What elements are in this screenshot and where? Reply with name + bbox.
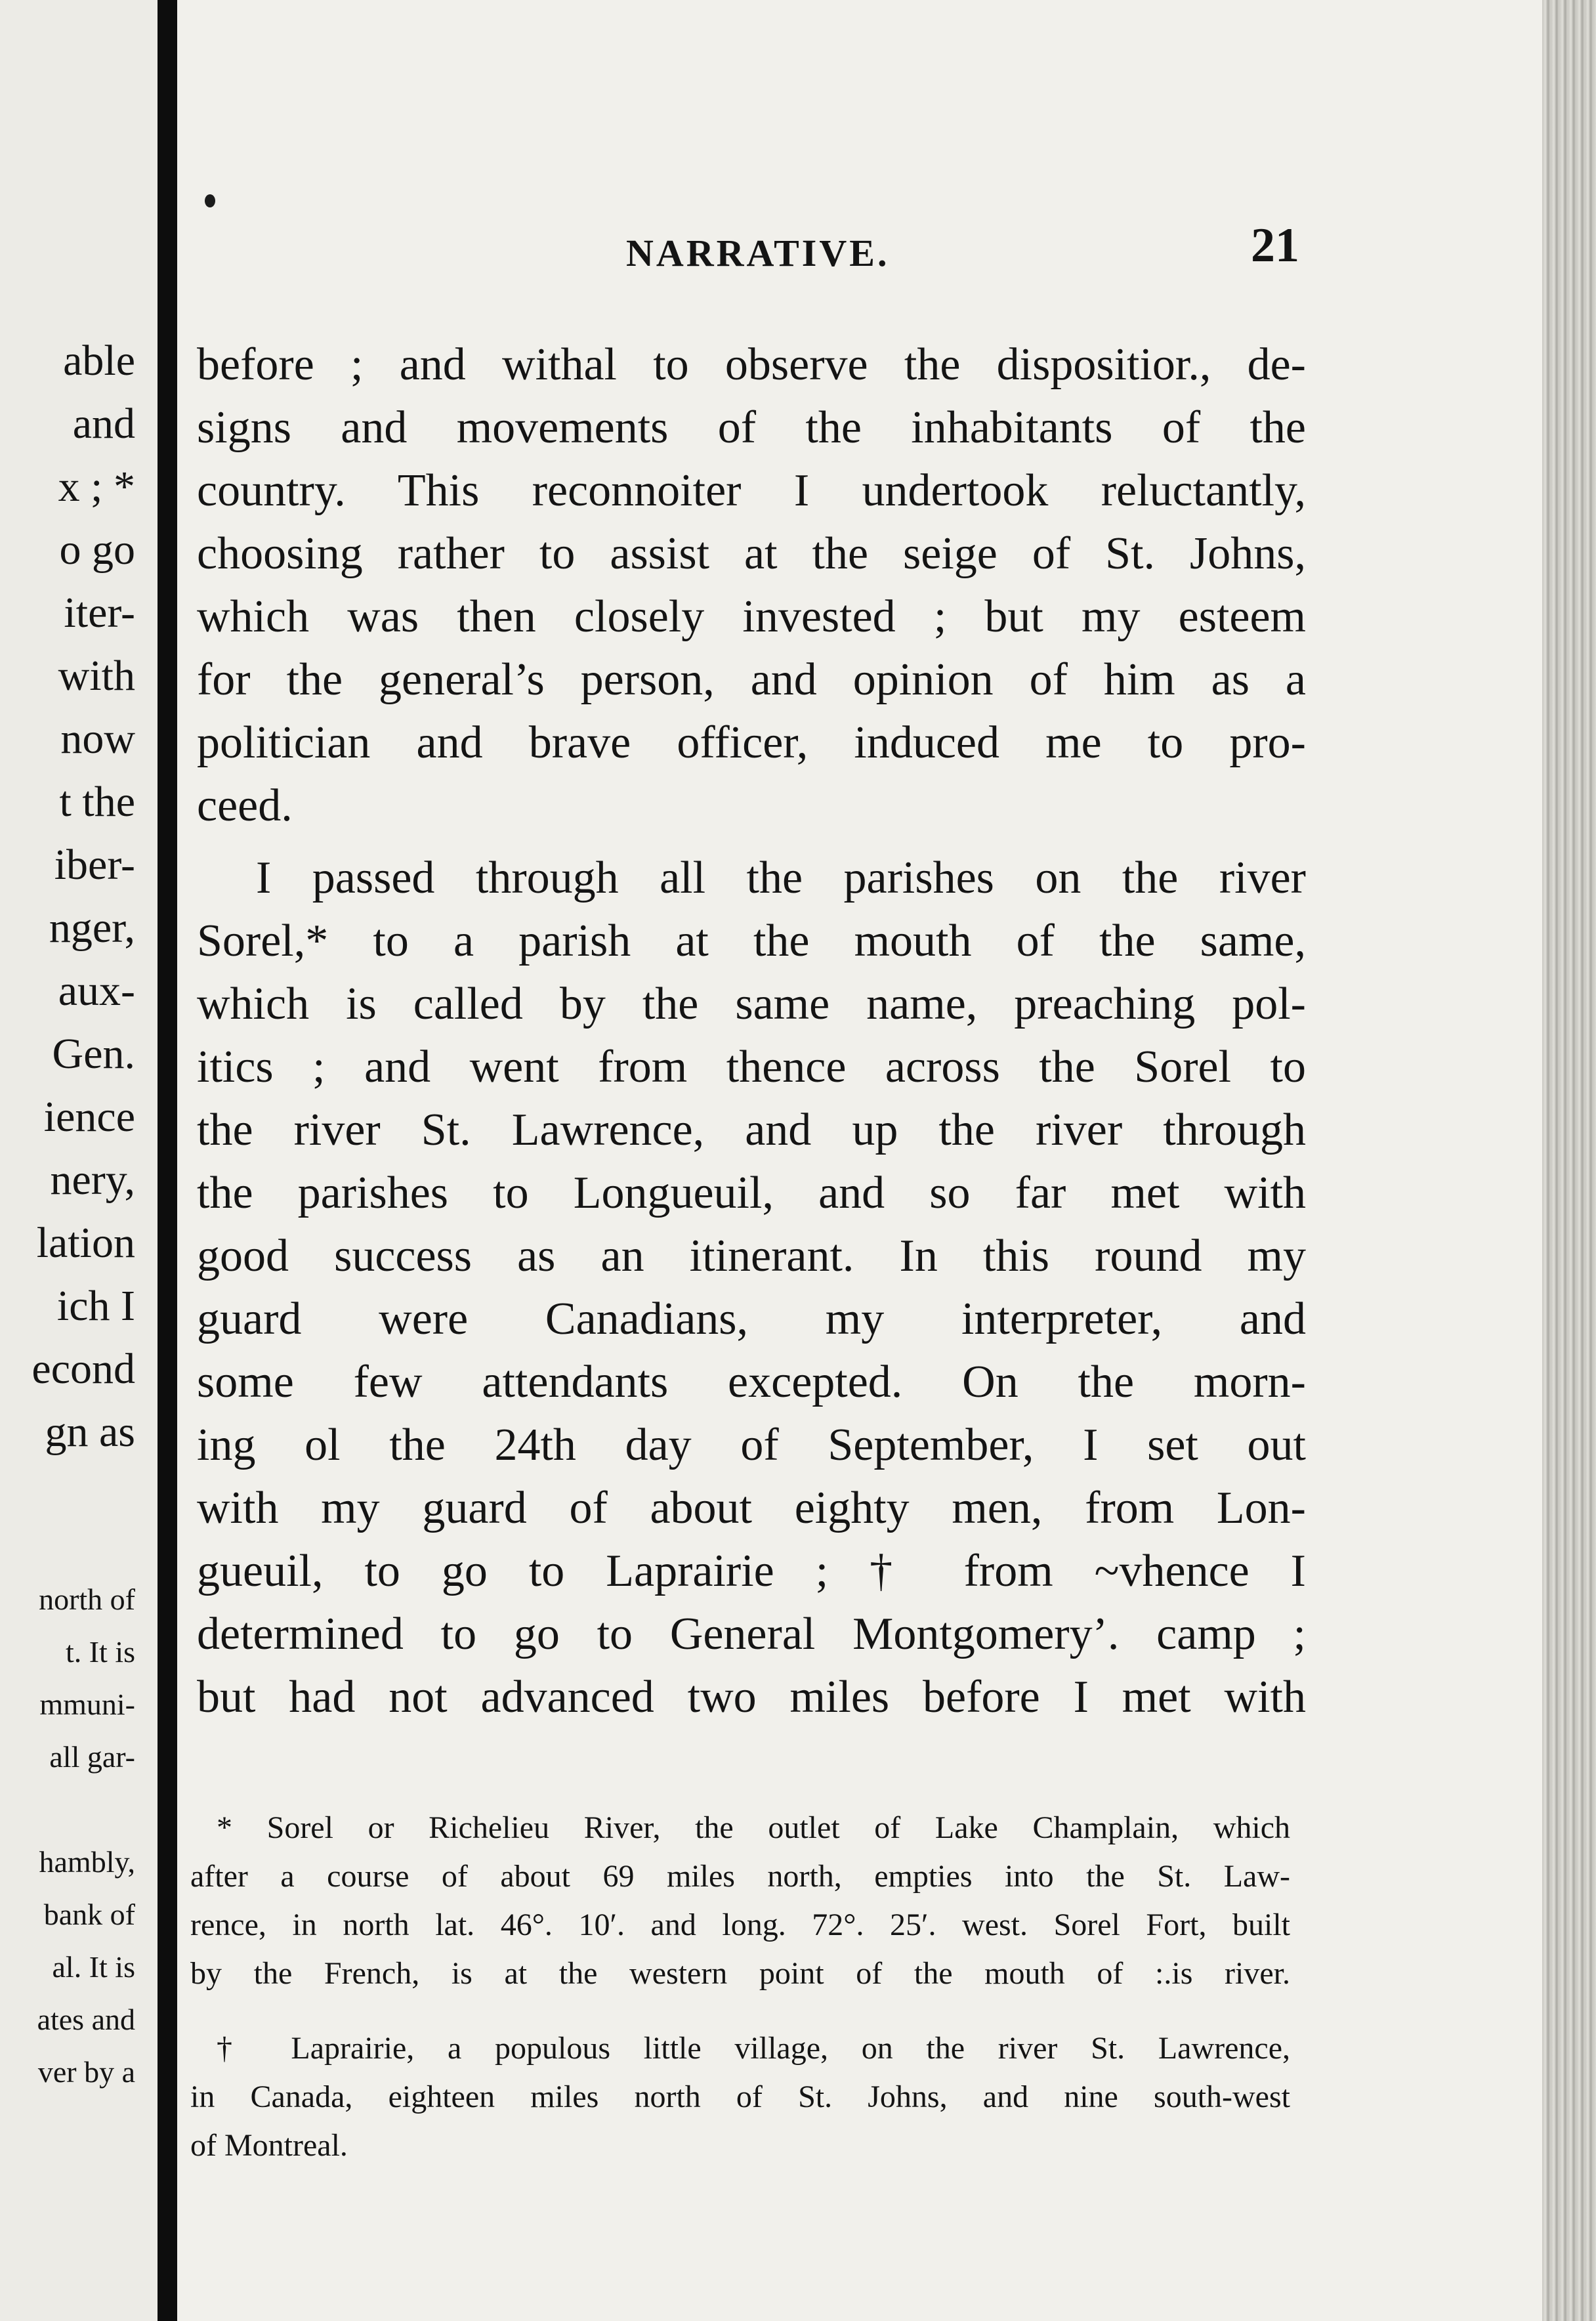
- left-page-line: gn as: [45, 1408, 135, 1456]
- footnote-sorel-line: * Sorel or Richelieu River, the outlet of Lake Champlain, which: [217, 1810, 1290, 1845]
- text-line: gueuil, to go to Laprairie ; † from ~vhence I: [197, 1546, 1306, 1596]
- left-facing-page: [0, 0, 158, 2321]
- left-page-line: nger,: [49, 904, 135, 952]
- left-page-line: ience: [43, 1093, 135, 1141]
- footnote-sorel-line: after a course of about 69 miles north, empties into the St. Law-: [190, 1859, 1290, 1894]
- text-line: some few attendants excepted. On the morn-: [197, 1357, 1306, 1407]
- left-page-line: with: [58, 652, 135, 700]
- footnote-sorel-line: rence, in north lat. 46°. 10′. and long. 72°. 25′. west. Sorel Fort, built: [190, 1907, 1290, 1942]
- text-line: guard were Canadians, my interpreter, and: [197, 1294, 1306, 1344]
- text-line: signs and movements of the inhabitants of the: [197, 402, 1306, 453]
- text-line: ing ol the 24th day of September, I set out: [197, 1420, 1306, 1470]
- left-page-line: iber-: [54, 841, 135, 889]
- left-page-line: and: [72, 400, 135, 448]
- left-page-line: ich I: [56, 1282, 135, 1330]
- left-page-line: x ; *: [58, 463, 135, 511]
- left-page-line: lation: [36, 1219, 135, 1267]
- text-line: ceed.: [197, 780, 293, 831]
- footnote-laprairie-line: † Laprairie, a populous little village, on the river St. Lawrence,: [217, 2031, 1290, 2066]
- left-page-line: nery,: [50, 1156, 135, 1204]
- left-page-footnote-line: all gar-: [49, 1740, 135, 1774]
- running-head: NARRATIVE.: [626, 232, 890, 274]
- text-line: choosing rather to assist at the seige of St. Johns,: [197, 528, 1306, 579]
- left-page-line: able: [63, 337, 135, 385]
- text-line: for the general’s person, and opinion of him as a: [197, 654, 1306, 705]
- left-page-line: iter-: [64, 589, 135, 637]
- text-line: but had not advanced two miles before I met with: [197, 1672, 1306, 1722]
- left-page-footnote-line: ates and: [37, 2003, 135, 2036]
- left-page-line: t the: [59, 778, 135, 826]
- left-page-line: econd: [32, 1345, 135, 1393]
- text-line: determined to go to General Montgomery’. camp ;: [197, 1609, 1306, 1659]
- left-page-footnote-line: north of: [39, 1583, 135, 1616]
- left-page-footnote-line: mmuni-: [39, 1688, 135, 1721]
- left-page-line: now: [60, 715, 135, 763]
- page-number: 21: [1251, 219, 1299, 272]
- footnote-laprairie-line: of Montreal.: [190, 2128, 348, 2163]
- text-line: itics ; and went from thence across the Sorel to: [197, 1042, 1306, 1092]
- left-page-footnote-line: al. It is: [52, 1950, 135, 1984]
- text-line: the river St. Lawrence, and up the river through: [197, 1105, 1306, 1155]
- footnote-laprairie-line: in Canada, eighteen miles north of St. Johns, and nine south-west: [190, 2079, 1290, 2114]
- left-page-line: aux-: [58, 967, 135, 1015]
- left-page-line: Gen.: [52, 1030, 135, 1078]
- text-line: the parishes to Longueuil, and so far met with: [197, 1168, 1306, 1218]
- left-page-footnote-line: t. It is: [65, 1635, 135, 1669]
- text-line: politician and brave officer, induced me to pro-: [197, 717, 1306, 768]
- text-line: with my guard of about eighty men, from Lon-: [197, 1483, 1306, 1533]
- left-page-footnote-line: ver by a: [37, 2055, 135, 2089]
- text-line: which is called by the same name, preaching pol-: [197, 979, 1306, 1029]
- text-line: which was then closely invested ; but my esteem: [197, 591, 1306, 642]
- text-line: before ; and withal to observe the dispositior., de-: [197, 339, 1306, 390]
- text-line: Sorel,* to a parish at the mouth of the same,: [197, 916, 1306, 966]
- left-page-line: o go: [59, 526, 135, 574]
- left-page-footnote-line: hambly,: [39, 1845, 135, 1879]
- text-line: good success as an itinerant. In this round my: [197, 1231, 1306, 1281]
- ink-mark: [205, 194, 215, 207]
- page-edges: [1542, 0, 1596, 2321]
- left-page-footnote-line: bank of: [43, 1898, 135, 1931]
- footnote-sorel-line: by the French, is at the western point of the mouth of :.is river.: [190, 1956, 1290, 1991]
- text-line: country. This reconnoiter I undertook reluctantly,: [197, 465, 1306, 516]
- book-gutter: [158, 0, 177, 2321]
- paragraph-first-line: I passed through all the parishes on the river: [256, 853, 1306, 903]
